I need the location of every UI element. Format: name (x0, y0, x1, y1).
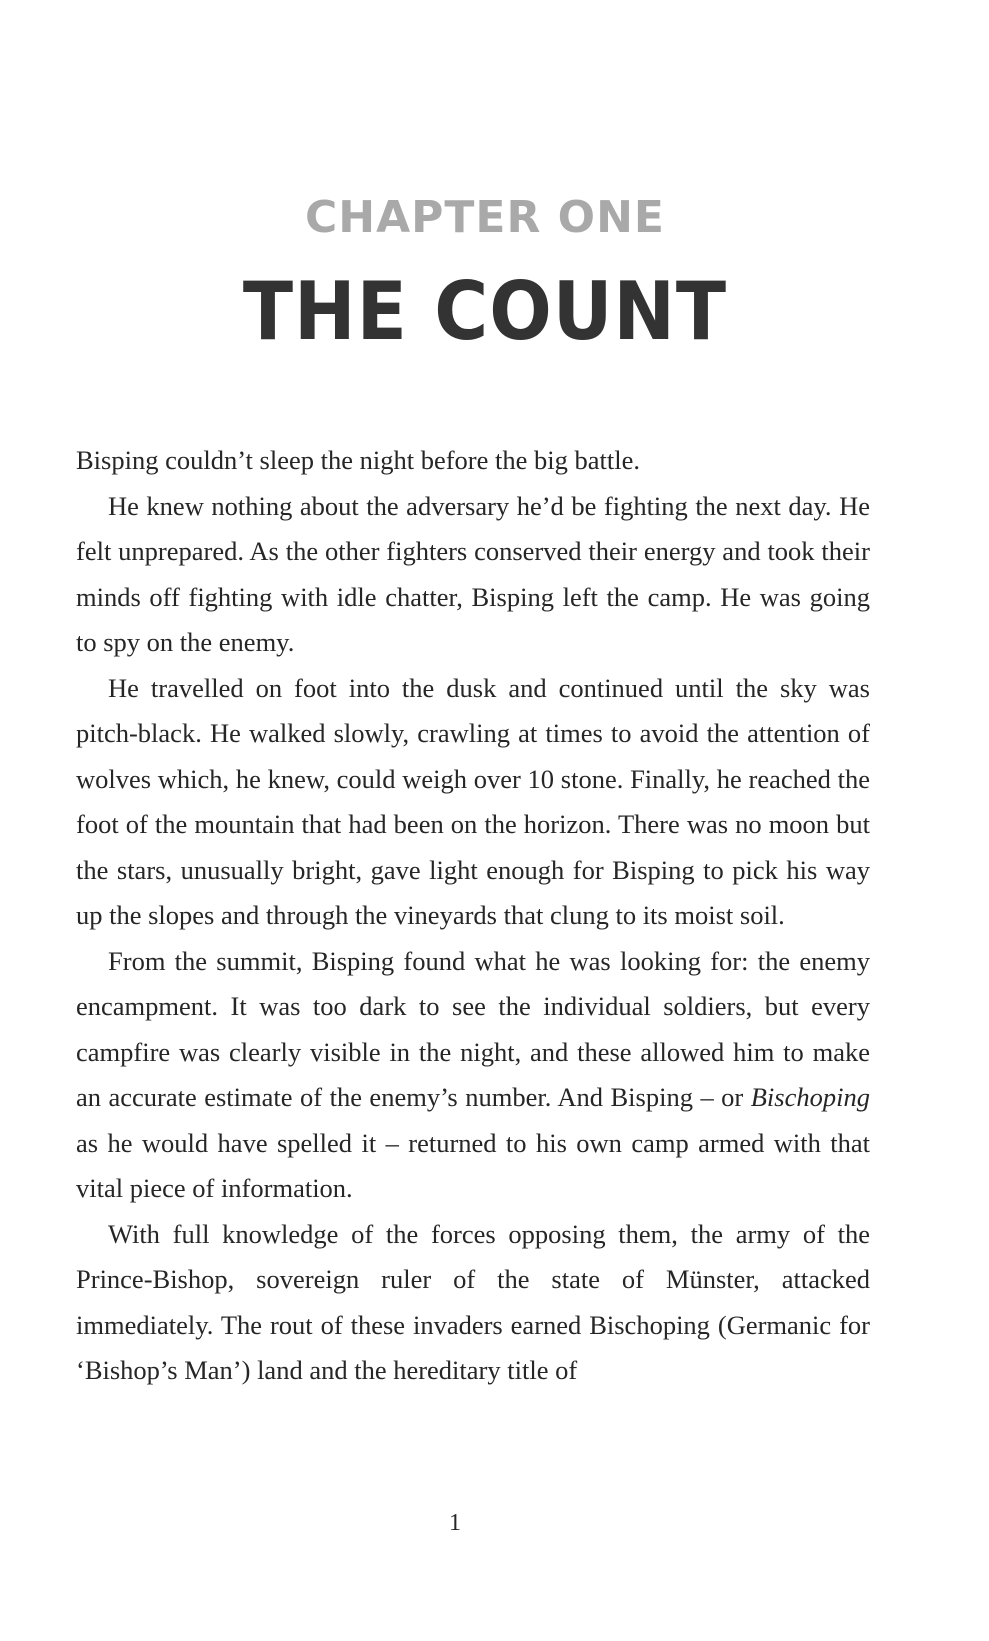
paragraph-2: He knew nothing about the adversary he’d be fighting the next day. He felt unprepared. As the other fighters conserved their energy and took their minds off fighting with idle chatter, Bisping left the camp. He was going to spy on the enemy. (76, 490, 870, 657)
paragraph-4-text-b: as he would have spelled it – returned to his own camp armed with that vital piece of information. (76, 1127, 870, 1203)
chapter-body (76, 438, 870, 1394)
paragraph-4 (76, 939, 870, 1212)
chapter-label: CHAPTER ONE (305, 192, 665, 243)
paragraph-3: He travelled on foot into the dusk and continued until the sky was pitch-black. He walked slowly, crawling at times to avoid the attention of wolves which, he knew, could weigh over 10 stone. Finally, he reached the foot of the mountain that had been on the horizon. There was no moon but the stars, unusually bright, gave light enough for Bisping to pick his way up the slopes and through the vineyards that clung to its moist soil. (76, 672, 870, 930)
paragraph-4-italic: Bischoping (750, 1082, 870, 1112)
paragraph-4-text-a: From the summit, Bisping found what he was looking for: the enemy encampment. It was too dark to see the individual soldiers, but every campfire was clearly visible in the night, and these allowed him to make an accurate estimate of the enemy’s number. And Bisping – or (76, 945, 870, 1112)
chapter-title: THE COUNT (242, 265, 728, 358)
paragraph-1: Bisping couldn’t sleep the night before the big battle. (76, 445, 640, 475)
paragraph-5: With full knowledge of the forces opposing them, the army of the Prince-Bishop, sovereign ruler of the state of Münster, attacked immediately. The rout of these invaders earned Bischoping (Germanic for ‘Bishop’s Man’) land and the hereditary title of (76, 1218, 870, 1385)
page-number: 1 (449, 1510, 461, 1536)
